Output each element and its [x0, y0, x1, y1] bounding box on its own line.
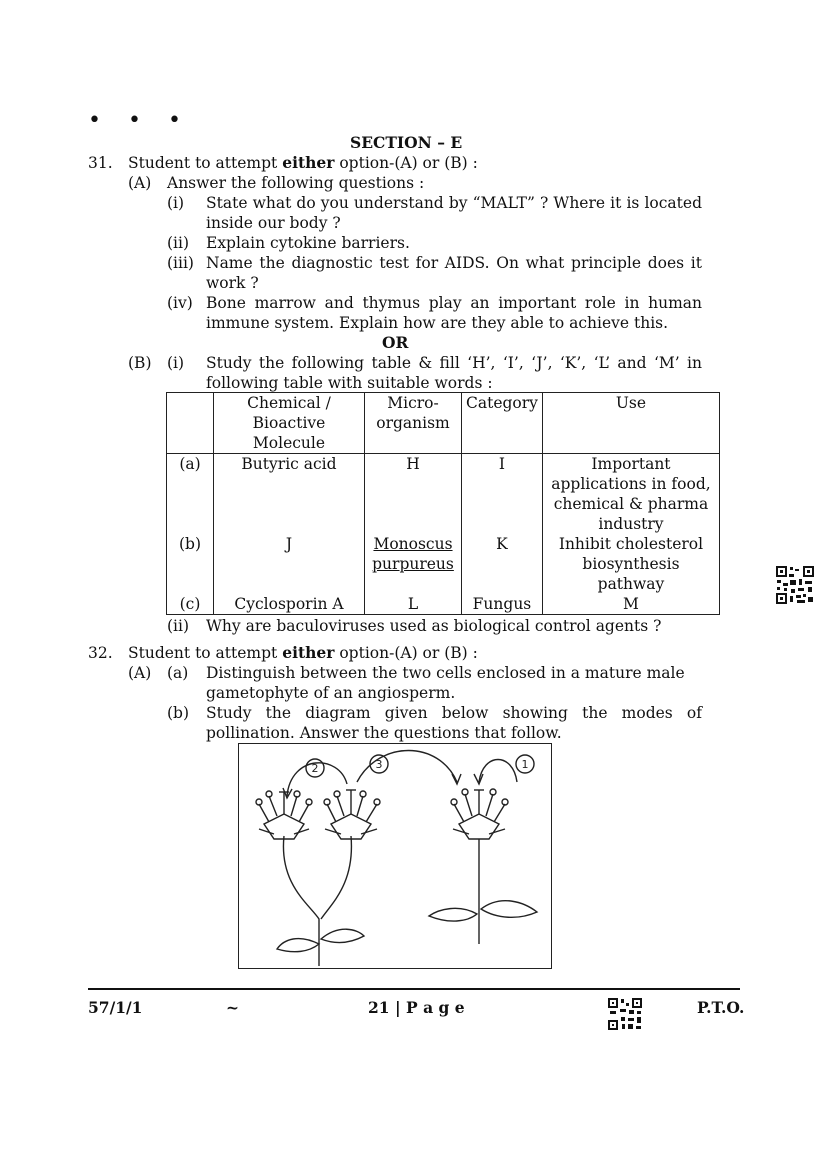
table-header: Category: [462, 393, 543, 454]
table-cell: M: [542, 594, 719, 615]
table-cell: (c): [167, 594, 214, 615]
table-header: Use: [542, 393, 719, 454]
q32-A-b-line2: pollination. Answer the questions that follow.: [206, 724, 562, 742]
table-cell: H: [365, 454, 462, 535]
q31-number: 31.: [88, 154, 113, 172]
table-cell: Inhibit cholesterol biosynthesis pathway: [542, 534, 719, 594]
footer-tilde: ~: [226, 998, 239, 1017]
table-header: Chemical / Bioactive Molecule: [214, 393, 365, 454]
footer-pto: P.T.O.: [697, 998, 745, 1017]
table-cell: I: [462, 454, 543, 535]
table-cell: K: [462, 534, 543, 594]
fill-table: [166, 392, 720, 615]
table-cell: J: [214, 534, 365, 594]
q31-B-ii-text: Why are baculoviruses used as biological control agents ?: [206, 617, 662, 635]
q31-A-iv-line2: immune system. Explain how are they able to achieve this.: [206, 314, 669, 332]
q32-A-b-line1: Study the diagram given below showing the modes of: [206, 704, 702, 722]
table-header: [167, 393, 214, 454]
q32-optA-label: (A): [128, 664, 152, 682]
q31-A-ii-line1: Explain cytokine barriers.: [206, 234, 410, 252]
q31-A-iii-line1: Name the diagnostic test for AIDS. On what principle does it: [206, 254, 702, 272]
footer-page: 21 | P a g e: [368, 998, 465, 1017]
q31-B-i-num: (i): [167, 354, 185, 372]
table-header: Micro- organism: [365, 393, 462, 454]
q31-A-i-line2: inside our body ?: [206, 214, 341, 232]
q31-A-ii-num: (ii): [167, 234, 190, 252]
q31-optB-label: (B): [128, 354, 152, 372]
q31-A-iii-line2: work ?: [206, 274, 259, 292]
diagram-label: 2: [311, 762, 319, 775]
q31-A-iii-num: (iii): [167, 254, 194, 272]
qr-code-icon: [775, 565, 815, 605]
diagram-label: 1: [521, 758, 529, 771]
q32-A-a-num: (a): [167, 664, 189, 682]
q31-optA-intro: Answer the following questions :: [167, 174, 425, 192]
q31-B-i-line1: Study the following table & fill ‘H’, ‘I’, ‘J’, ‘K’, ‘L’ and ‘M’ in: [206, 354, 702, 372]
q31-optA-label: (A): [128, 174, 152, 192]
header-dots: • • •: [88, 108, 191, 133]
diagram-label: 3: [375, 758, 383, 771]
table-cell: (a): [167, 454, 214, 535]
pollination-diagram: [238, 743, 552, 969]
or-divider: OR: [382, 333, 409, 352]
q31-B-ii-num: (ii): [167, 617, 190, 635]
q31-instruction: Student to attempt either option-(A) or (B) :: [128, 153, 478, 172]
q32-A-b-num: (b): [167, 704, 190, 722]
q31-A-i-num: (i): [167, 194, 185, 212]
footer-rule: [88, 988, 740, 990]
q31-A-iv-num: (iv): [167, 294, 193, 312]
pollination-illustration: [239, 744, 551, 968]
footer-qr-code-icon: [607, 997, 643, 1031]
q32-A-a-line2: gametophyte of an angiosperm.: [206, 684, 456, 702]
table-row: [167, 534, 720, 594]
table-header-row: [167, 393, 720, 454]
section-title: SECTION – E: [350, 133, 463, 152]
table-row: [167, 454, 720, 535]
table-row: [167, 594, 720, 615]
table-cell: L: [365, 594, 462, 615]
table-cell: Important applications in food, chemical & pharma industry: [542, 454, 719, 535]
q32-number: 32.: [88, 644, 113, 662]
q31-B-i-line2: following table with suitable words :: [206, 374, 493, 392]
q31-A-iv-line1: Bone marrow and thymus play an important role in human: [206, 294, 702, 312]
table-cell: Monoscus purpureus: [365, 534, 462, 594]
table-cell: Butyric acid: [214, 454, 365, 535]
table-cell: Fungus: [462, 594, 543, 615]
footer-code: 57/1/1: [88, 998, 143, 1017]
q31-A-i-line1: State what do you understand by “MALT” ? Where it is located: [206, 194, 702, 212]
q32-instruction: Student to attempt either option-(A) or (B) :: [128, 643, 478, 662]
table-cell: Cyclosporin A: [214, 594, 365, 615]
q32-A-a-line1: Distinguish between the two cells enclosed in a mature male: [206, 664, 685, 682]
table-cell: (b): [167, 534, 214, 594]
